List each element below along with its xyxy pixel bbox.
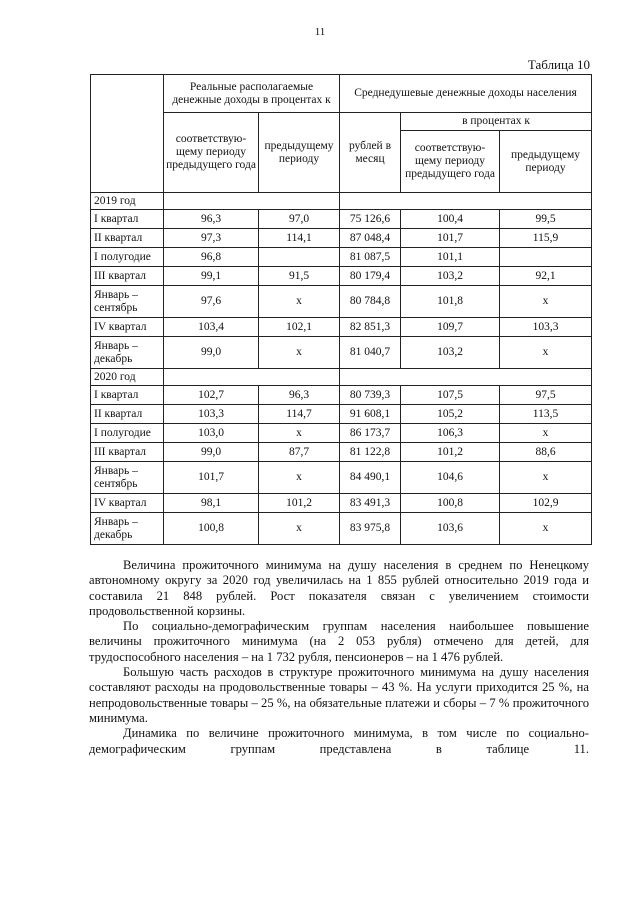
table-cell: 81 122,8	[340, 443, 401, 462]
table-cell: 75 126,6	[340, 210, 401, 229]
income-table	[90, 74, 592, 545]
year-empty-cell	[340, 369, 592, 386]
table-cell: 102,7	[164, 386, 259, 405]
table-cell: 98,1	[164, 494, 259, 513]
row-label: Январь – сентябрь	[91, 462, 164, 494]
table-cell: 99,0	[164, 443, 259, 462]
row-label: Январь – сентябрь	[91, 286, 164, 318]
table-cell: 105,2	[401, 405, 500, 424]
table-cell: 103,3	[164, 405, 259, 424]
header-row-2	[91, 113, 592, 131]
table-cell: 115,9	[500, 229, 592, 248]
table-cell: x	[259, 337, 340, 369]
table-row	[91, 462, 592, 494]
year-row	[91, 193, 592, 210]
table-cell: x	[500, 337, 592, 369]
row-label: I полугодие	[91, 248, 164, 267]
table-cell: 87,7	[259, 443, 340, 462]
row-label: Январь – декабрь	[91, 513, 164, 545]
col-header-2: предыдущему периоду	[259, 113, 340, 193]
table-body	[91, 75, 592, 545]
table-cell: 101,1	[401, 248, 500, 267]
table-cell: 97,0	[259, 210, 340, 229]
percent-header: в процентах к	[401, 113, 592, 131]
table-cell: 81 040,7	[340, 337, 401, 369]
year-row	[91, 369, 592, 386]
table-cell: 113,5	[500, 405, 592, 424]
table-cell: 100,4	[401, 210, 500, 229]
page-number: 11	[314, 26, 326, 38]
paragraph: Величина прожиточного минимума на душу населения в среднем по Ненецкому автономному округу за 2020 год увеличилась на 1 855 рублей относительно 2019 года и составила 21 848 рублей. Рост показателя связан с увеличением стоимости продовольственной корзины.	[89, 558, 589, 618]
table-row	[91, 210, 592, 229]
table-cell: 101,7	[164, 462, 259, 494]
table-cell: 103,0	[164, 424, 259, 443]
year-empty-cell	[340, 193, 592, 210]
table-cell: 103,6	[401, 513, 500, 545]
table-cell: 88,6	[500, 443, 592, 462]
table-cell: 91 608,1	[340, 405, 401, 424]
table-cell: 83 975,8	[340, 513, 401, 545]
table-cell: 104,6	[401, 462, 500, 494]
table-cell: x	[259, 424, 340, 443]
table-row	[91, 248, 592, 267]
row-label: II квартал	[91, 229, 164, 248]
table-cell: 97,5	[500, 386, 592, 405]
table-cell: 80 739,3	[340, 386, 401, 405]
table-row	[91, 513, 592, 545]
col-header-3: рублей в месяц	[340, 113, 401, 193]
paragraph: По социально-демографическим группам населения наибольшее повышение величины прожиточного минимума (на 2 053 рубля) отмечено для детей, для трудоспособного населения – на 1 732 рубля, пенсионеров – на 1 476 рублей.	[89, 619, 589, 664]
table-cell: 103,2	[401, 337, 500, 369]
table-row	[91, 424, 592, 443]
row-label: I полугодие	[91, 424, 164, 443]
table-cell: 101,7	[401, 229, 500, 248]
table-cell: 83 491,3	[340, 494, 401, 513]
table-cell: x	[500, 462, 592, 494]
table-row	[91, 267, 592, 286]
table-cell: 106,3	[401, 424, 500, 443]
table-cell: 81 087,5	[340, 248, 401, 267]
table-cell: 114,7	[259, 405, 340, 424]
table-cell: 80 179,4	[340, 267, 401, 286]
row-label: Январь – декабрь	[91, 337, 164, 369]
row-label: III квартал	[91, 443, 164, 462]
table-cell: x	[500, 286, 592, 318]
table-cell: 102,9	[500, 494, 592, 513]
table-cell: 96,3	[259, 386, 340, 405]
table-cell: 100,8	[164, 513, 259, 545]
year-label: 2020 год	[91, 369, 164, 386]
table-cell: 99,0	[164, 337, 259, 369]
col-header-5: предыдущему периоду	[500, 131, 592, 193]
table-cell: 103,4	[164, 318, 259, 337]
table-cell: 80 784,8	[340, 286, 401, 318]
table-cell	[259, 248, 340, 267]
group2-header: Среднедушевые денежные доходы населения	[340, 75, 592, 113]
row-label: I квартал	[91, 386, 164, 405]
table-cell: 84 490,1	[340, 462, 401, 494]
header-row-1	[91, 75, 592, 113]
table-cell: x	[259, 462, 340, 494]
table-cell: x	[500, 424, 592, 443]
table-row	[91, 229, 592, 248]
row-label: I квартал	[91, 210, 164, 229]
col-header-4: соответствую-щему периоду предыдущего года	[401, 131, 500, 193]
table-cell: x	[259, 286, 340, 318]
table-cell	[500, 248, 592, 267]
table-caption: Таблица 10	[527, 57, 590, 72]
table-cell: 96,8	[164, 248, 259, 267]
corner-cell	[91, 75, 164, 193]
table-row	[91, 443, 592, 462]
table-cell: 92,1	[500, 267, 592, 286]
col-header-1: соответствую-щему периоду предыдущего года	[164, 113, 259, 193]
year-label: 2019 год	[91, 193, 164, 210]
table-cell: x	[500, 513, 592, 545]
table-row	[91, 405, 592, 424]
table-cell: 101,2	[401, 443, 500, 462]
table-cell: 99,5	[500, 210, 592, 229]
table-cell: 99,1	[164, 267, 259, 286]
row-label: IV квартал	[91, 494, 164, 513]
table-row	[91, 386, 592, 405]
row-label: III квартал	[91, 267, 164, 286]
table-row	[91, 318, 592, 337]
table-row	[91, 337, 592, 369]
table-cell: 103,3	[500, 318, 592, 337]
year-empty-cell	[164, 369, 340, 386]
table-cell: 86 173,7	[340, 424, 401, 443]
table-cell: 96,3	[164, 210, 259, 229]
table-cell: 97,6	[164, 286, 259, 318]
table-cell: 103,2	[401, 267, 500, 286]
table-cell: 87 048,4	[340, 229, 401, 248]
body-text	[89, 558, 589, 757]
table-cell: 114,1	[259, 229, 340, 248]
table-cell: 100,8	[401, 494, 500, 513]
row-label: II квартал	[91, 405, 164, 424]
table-cell: 101,8	[401, 286, 500, 318]
table-cell: x	[259, 513, 340, 545]
row-label: IV квартал	[91, 318, 164, 337]
table-row	[91, 286, 592, 318]
table-cell: 97,3	[164, 229, 259, 248]
group1-header: Реальные располагаемые денежные доходы в процентах к	[164, 75, 340, 113]
table-cell: 109,7	[401, 318, 500, 337]
paragraph: Динамика по величине прожиточного минимума, в том числе по социально-демографическим группам представлена в таблице 11.	[89, 726, 589, 756]
table-cell: 91,5	[259, 267, 340, 286]
table-cell: 107,5	[401, 386, 500, 405]
table-row	[91, 494, 592, 513]
table-cell: 102,1	[259, 318, 340, 337]
paragraph: Большую часть расходов в структуре прожиточного минимума на душу населения составляют расходы на продовольственные товары – 43 %. На услуги приходится 25 %, на непродовольственные товары – 25 %, на обязательные платежи и сборы – 7 % прожиточного минимума.	[89, 665, 589, 725]
table-cell: 101,2	[259, 494, 340, 513]
year-empty-cell	[164, 193, 340, 210]
table-cell: 82 851,3	[340, 318, 401, 337]
